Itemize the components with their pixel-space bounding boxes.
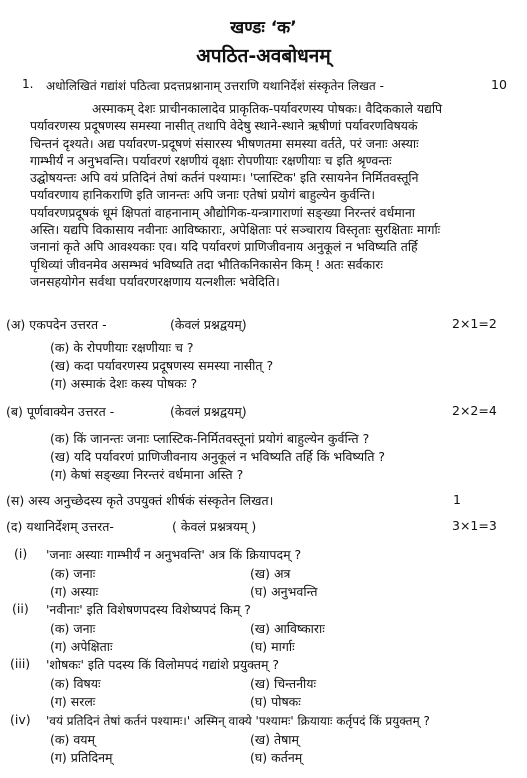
option: (घ) अनुभवन्ति [250, 584, 318, 599]
option: (ग) प्रतिदिनम् [50, 750, 113, 765]
option: (ख) अत्र [250, 566, 291, 581]
section-heading: खण्डः ‘क’ [230, 18, 297, 38]
item-number: (iii) [10, 656, 31, 671]
section-d-label: (द) यथानिर्देशम् उत्तरत- [6, 519, 114, 534]
passage-line: पर्यावरणस्य प्रदूषणस्य समस्या नासीत् तथापि वेदेषु स्थाने-स्थाने ऋषीणां पर्यावरणविषयकं [30, 118, 418, 134]
option: (क) जनाः [50, 566, 96, 581]
section-b-question: (क) किं जानन्तः जनाः प्लास्टिक-निर्मितवस्तूनां प्रयोगं बाहुल्येन कुर्वन्ति ? [50, 431, 370, 446]
item-number: (iv) [10, 712, 31, 727]
passage-line: उद्घोषयन्तः अपि वयं प्रतिदिनं तेषां कर्तनं पश्यामः। 'प्लास्टिक' इति रसायनेन निर्मितवस्तूनि [30, 170, 419, 186]
option: (क) विषयः [50, 676, 101, 691]
option: (घ) कर्तनम् [250, 750, 303, 765]
section-b-question: (ख) यदि पर्यावरणं प्राणिजीवनाय अनुकूलं न भविष्यति तर्हि किं भविष्यति ? [50, 449, 386, 464]
section-a-question: (ग) अस्माकं देशः कस्य पोषकः ? [50, 376, 198, 391]
passage-line: चिन्तनं दृश्यते। अद्य पर्यावरण-प्रदूषणं संसारस्य भीषणतमा समस्या वर्तते, परं जनाः अस्याः [30, 135, 419, 151]
section-d-marks: 3×1=3 [452, 518, 497, 533]
section-s-label: (स) अस्य अनुच्छेदस्य कृते उपयुक्तं शीर्षकं संस्कृतेन लिखत। [6, 493, 274, 508]
unseen-passage [30, 100, 498, 290]
passage-line: अस्माकम् देशः प्राचीनकालादेव प्राकृतिक-पर्यावरणस्य पोषकः। वैदिककाले यद्यपि [92, 101, 443, 116]
section-a-question: (ख) कदा पर्यावरणस्य प्रदूषणस्य समस्या नासीत् ? [50, 358, 274, 373]
section-b-note: (केवलं प्रश्नद्वयम्) [170, 404, 247, 419]
section-a-label: (अ) एकपदेन उत्तरत - [6, 317, 107, 332]
passage-line: पर्यावरणाय हानिकराणि इति जानन्तः अपि जनाः एतेषां प्रयोगं बाहुल्येन कुर्वन्ति। [30, 187, 376, 203]
item-number: (i) [14, 546, 28, 561]
section-s-marks: 1 [453, 492, 461, 507]
passage-heading: अपठित-अवबोधनम् [196, 45, 331, 67]
passage-line: पृथिव्यां जीवनमेव असम्भवं भविष्यति तदा भौतिकनिकासेन किम् ! अतः सर्वकारः [30, 256, 383, 272]
section-a-question: (क) के रोपणीयाः रक्षणीयाः च ? [50, 340, 194, 355]
option: (ग) अपेक्षिताः [50, 639, 113, 654]
item-question: 'शोषकः' इति पदस्य किं विलोमपदं गद्यांशे प्रयुक्तम् ? [46, 657, 280, 672]
option: (ख) चिन्तनीयः [250, 676, 317, 691]
question-1-number: 1. [22, 77, 34, 91]
option: (ग) सरलः [50, 694, 96, 709]
option: (घ) पोषकः [250, 694, 301, 709]
option: (क) वयम् [50, 732, 96, 747]
section-b-label: (ब) पूर्णवाक्येन उत्तरत - [6, 404, 115, 419]
passage-line: अस्ति। यद्यपि विकासाय नवीनाः आविष्काराः, अपेक्षिताः परं सञ्चाराय विस्तृताः सुरक्षिताः मार्गाः [30, 222, 441, 238]
option: (ख) तेषाम् [250, 732, 300, 747]
option: (ग) अस्याः [50, 584, 99, 599]
option: (क) जनाः [50, 621, 96, 636]
question-1-marks: 10 [491, 77, 507, 92]
section-b-question: (ग) केषां सङ्ख्या निरन्तरं वर्धमाना अस्ति ? [50, 467, 244, 482]
question-1-instruction: अधोलिखितं गद्यांशं पठित्वा प्रदत्तप्रश्नानाम् उत्तराणि यथानिर्देशं संस्कृतेन लिखत - [46, 79, 384, 93]
item-question: 'वयं प्रतिदिनं तेषां कर्तनं पश्यामः।' अस्मिन् वाक्ये 'पश्यामः' क्रियायाः कर्तृपदं किं प्रयुक्तम् ? [46, 714, 430, 728]
item-number: (ii) [12, 601, 29, 616]
section-b-marks: 2×2=4 [452, 403, 497, 418]
passage-line: गाम्भीर्यं न अनुभवन्ति। पर्यावरणं रक्षणीयं वृक्षाः रोपणीयाः रक्षणीयाः च इति श्रृण्वन्तः [30, 152, 392, 168]
item-question: 'जनाः अस्याः गाम्भीर्यं न अनुभवन्ति' अत्र किं क्रियापदम् ? [46, 547, 302, 562]
passage-line: जनानां कृते अपि आवश्यकाः एव। यदि पर्यावरणं प्राणिजीवनाय अनुकूलं न भविष्यति तर्हि [30, 239, 418, 255]
section-d-note: ( केवलं प्रश्नत्रयम् ) [172, 519, 257, 534]
option: (ख) आविष्काराः [250, 621, 325, 636]
passage-line: जनसहयोगेन सर्वथा पर्यावरणरक्षणाय यत्नशीलः भवेदिति। [30, 273, 280, 289]
option: (घ) मार्गाः [250, 639, 295, 654]
section-a-marks: 2×1=2 [452, 316, 497, 331]
passage-line: पर्यावरणप्रदूषकं धूमं क्षिपतां वाहनानाम् औद्योगिक-यन्त्रागाराणां सङ्ख्या निरन्तरं वर्धमाना [30, 204, 415, 220]
item-question: 'नवीनाः' इति विशेषणपदस्य विशेष्यपदं किम् ? [46, 602, 251, 617]
section-a-note: (केवलं प्रश्नद्वयम्) [170, 317, 247, 332]
